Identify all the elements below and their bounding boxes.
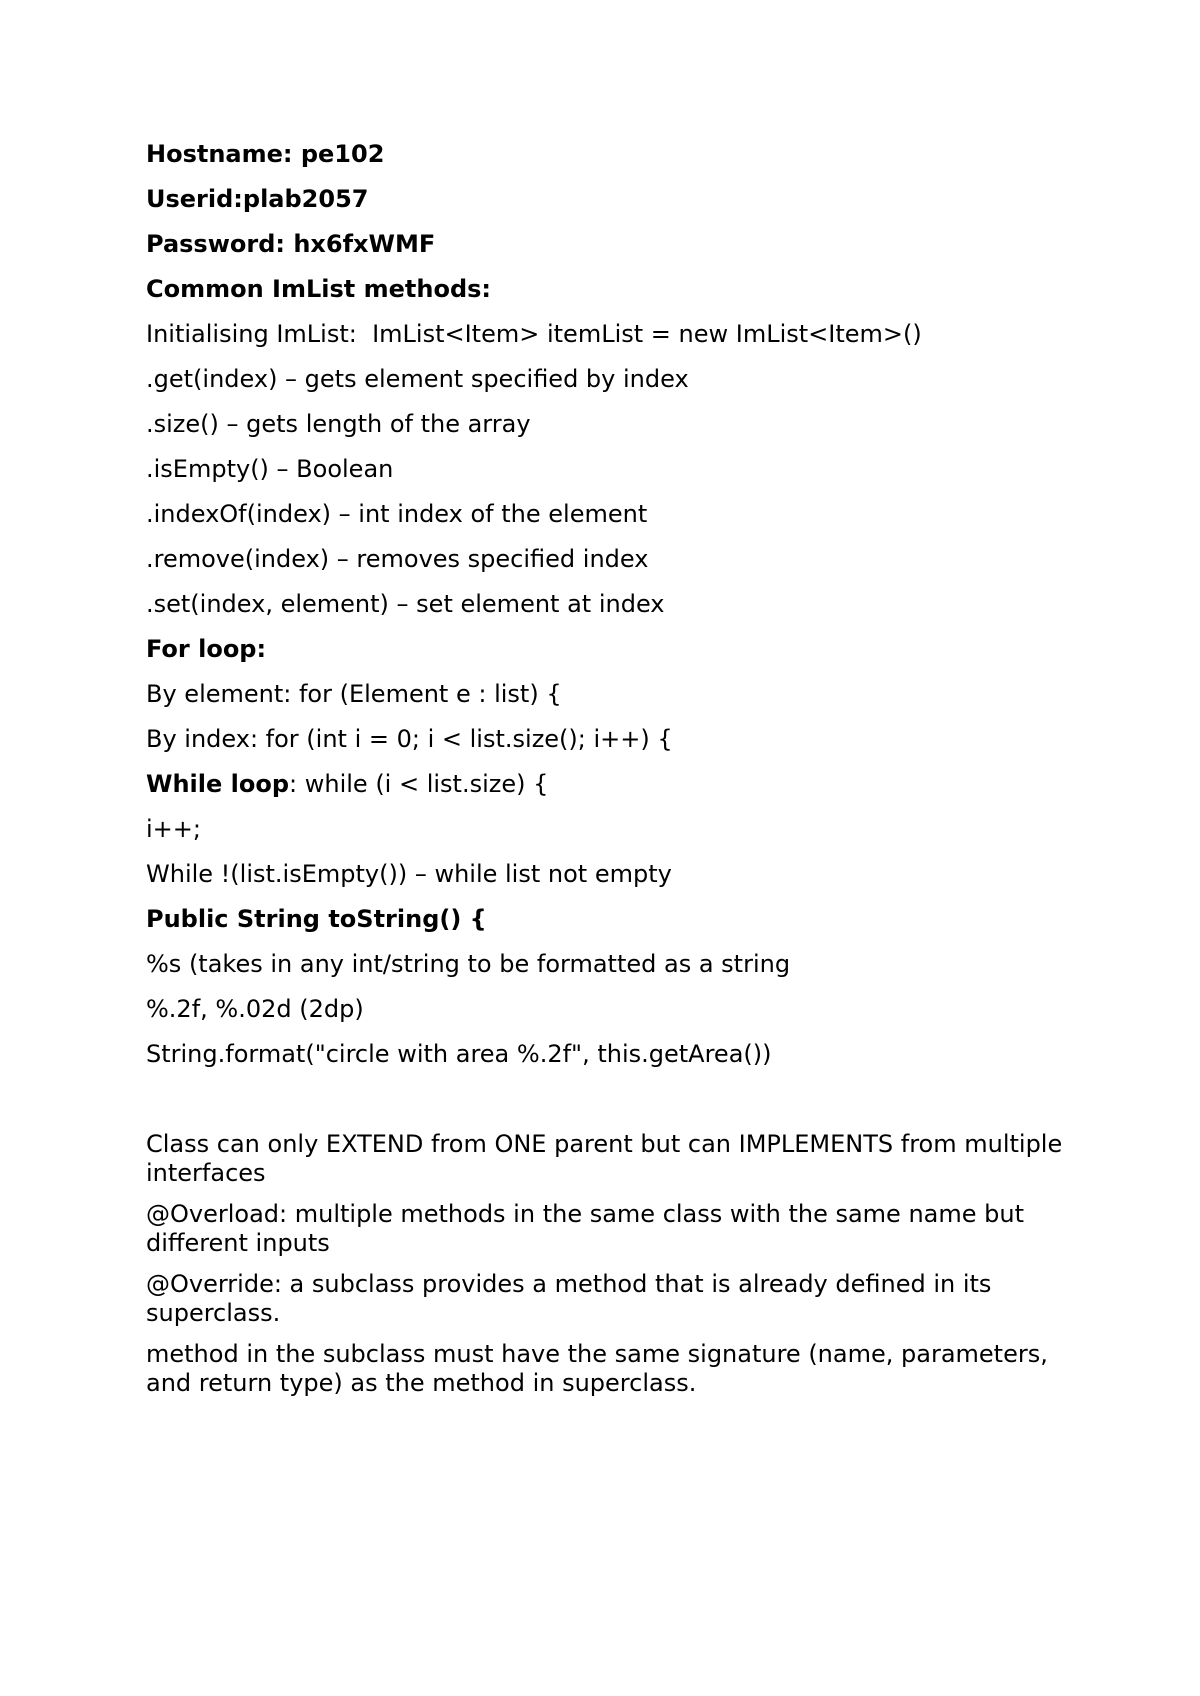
whileloop-label: While loop [146,770,290,798]
userid-line: Userid:plab2057 [146,185,369,213]
paragraph-spacer [146,1085,1086,1130]
method-get-line: .get(index) – gets element specified by index [146,365,689,393]
method-size-line: .size() – gets length of the array [146,410,531,438]
forloop-index-line: By index: for (int i = 0; i < list.size(); i++) { [146,725,673,753]
method-isempty-line: .isEmpty() – Boolean [146,455,394,483]
whileloop-code: : while (i < list.size) { [289,770,549,798]
format-example-line: String.format("circle with area %.2f", this.getArea()) [146,1040,772,1068]
imlist-heading: Common ImList methods: [146,275,492,303]
password-line: Password: hx6fxWMF [146,230,436,258]
increment-line: i++; [146,815,201,843]
extend-note: Class can only EXTEND from ONE parent but can IMPLEMENTS from multiple interfaces [146,1130,1063,1187]
document-page [146,140,1086,1410]
while-not-empty-line: While !(list.isEmpty()) – while list not empty [146,860,672,888]
forloop-heading: For loop: [146,635,267,663]
format-s-line: %s (takes in any int/string to be formatted as a string [146,950,791,978]
method-set-line: .set(index, element) – set element at index [146,590,665,618]
format-2dp-line: %.2f, %.02d (2dp) [146,995,364,1023]
method-indexof-line: .indexOf(index) – int index of the element [146,500,648,528]
override-note: @Override: a subclass provides a method that is already defined in its superclass. [146,1270,992,1327]
overload-note: @Overload: multiple methods in the same class with the same name but different inputs [146,1200,1024,1257]
imlist-init-line: Initialising ImList: ImList<Item> itemList = new ImList<Item>() [146,320,922,348]
forloop-element-line: By element: for (Element e : list) { [146,680,562,708]
hostname-line: Hostname: pe102 [146,140,385,168]
whileloop-line [146,770,1086,799]
signature-note: method in the subclass must have the same signature (name, parameters, and return type) as the method in superclass. [146,1340,1048,1397]
tostring-heading: Public String toString() { [146,905,487,933]
method-remove-line: .remove(index) – removes specified index [146,545,649,573]
